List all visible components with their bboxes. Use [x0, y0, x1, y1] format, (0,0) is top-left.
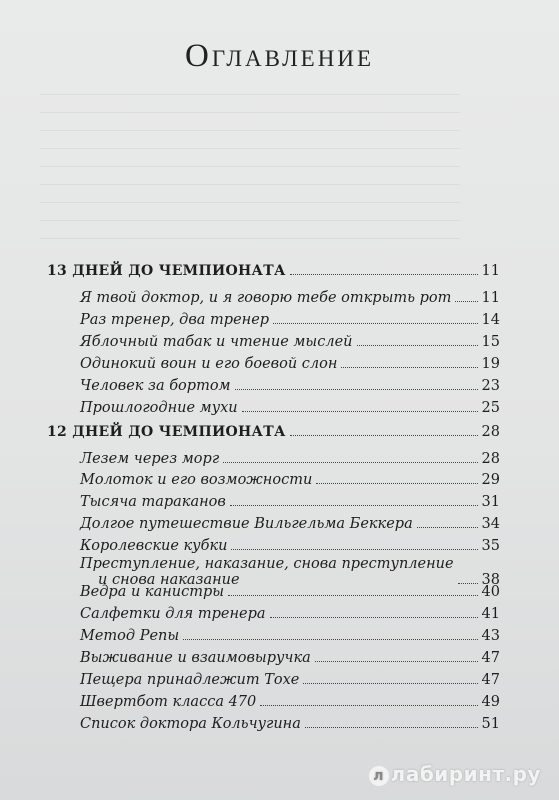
dot-leader — [228, 594, 477, 596]
dot-leader — [290, 273, 478, 275]
entry-title: Пещера принадлежит Тохе — [80, 672, 300, 688]
labirint-logo-icon: л — [369, 766, 389, 786]
entry-title: Швертбот класса 470 — [80, 694, 257, 710]
toc-entry — [80, 690, 500, 710]
page-number: 31 — [481, 494, 500, 510]
entry-title: Молоток и его возможности — [80, 472, 313, 488]
page-number: 47 — [481, 672, 500, 688]
page-number: 11 — [481, 290, 500, 306]
toc-entry — [80, 646, 500, 666]
dot-leader — [341, 366, 477, 368]
page-number: 40 — [481, 584, 500, 600]
entry-title-line1: Преступление, наказание, снова преступление — [80, 556, 454, 572]
dot-leader — [183, 638, 477, 640]
dot-leader — [290, 434, 478, 436]
entry-title: Яблочный табак и чтение мыслей — [80, 334, 353, 350]
toc-entry — [80, 330, 500, 350]
dot-leader — [230, 504, 478, 506]
page-number: 15 — [481, 334, 500, 350]
entry-title: Человек за бортом — [80, 378, 231, 394]
page-number: 11 — [481, 263, 500, 279]
page-number: 25 — [481, 400, 500, 416]
dot-leader — [242, 410, 478, 412]
page-number: 43 — [481, 628, 500, 644]
entry-title: Салфетки для тренера — [80, 606, 266, 622]
entry-title: Я твой доктор, и я говорю тебе открыть рот — [80, 290, 452, 306]
entry-title: Тысяча тараканов — [80, 494, 226, 510]
dot-leader — [305, 726, 478, 728]
toc-entry — [80, 374, 500, 394]
entry-title: Метод Репы — [80, 628, 180, 644]
toc-entry — [80, 602, 500, 622]
page-number: 35 — [481, 538, 500, 554]
toc-entry — [80, 352, 500, 372]
page-number: 51 — [481, 716, 500, 732]
page-number: 29 — [481, 472, 500, 488]
dot-leader — [260, 704, 477, 706]
page-number: 49 — [481, 694, 500, 710]
page-number: 23 — [481, 378, 500, 394]
entry-title: Королевские кубки — [80, 538, 228, 554]
page-title: Оглавление — [185, 38, 374, 74]
toc-entry — [80, 308, 500, 328]
watermark — [369, 762, 541, 786]
toc-entry — [80, 447, 500, 467]
toc-entry — [80, 624, 500, 644]
entry-title: Список доктора Кольчугина — [80, 716, 301, 732]
page-number: 14 — [481, 312, 500, 328]
toc-entry — [80, 396, 500, 416]
entry-title: Одинокий воин и его боевой слон — [80, 356, 338, 372]
dot-leader — [417, 526, 478, 528]
dot-leader — [273, 322, 477, 324]
entry-title: Лезем через морг — [80, 451, 220, 467]
toc-entry — [80, 490, 500, 510]
entry-title: Прошлогодние мухи — [80, 400, 238, 416]
entry-title: Ведра и канистры — [80, 584, 225, 600]
dot-leader — [357, 344, 478, 346]
toc-entry — [80, 468, 500, 488]
toc-entry — [80, 668, 500, 688]
entry-title: Выживание и взаимовыручка — [80, 650, 311, 666]
toc-entry — [80, 712, 500, 732]
section-title: 12 ДНЕЙ ДО ЧЕМПИОНАТА — [47, 424, 286, 440]
bleed-through-text — [40, 80, 460, 240]
dot-leader — [223, 461, 477, 463]
dot-leader — [315, 660, 478, 662]
dot-leader — [316, 482, 477, 484]
toc-section — [47, 259, 500, 279]
page-number: 34 — [481, 516, 500, 532]
toc-entry — [80, 286, 500, 306]
page-number: 28 — [481, 424, 500, 440]
dot-leader — [270, 616, 478, 618]
dot-leader — [303, 682, 477, 684]
page-number: 41 — [481, 606, 500, 622]
dot-leader — [455, 300, 477, 302]
page-number: 38 — [481, 572, 500, 588]
entry-title: Долгое путешествие Вильгельма Беккера — [80, 516, 413, 532]
dot-leader — [235, 388, 478, 390]
entry-title: Раз тренер, два тренер — [80, 312, 270, 328]
toc-entry — [80, 512, 500, 532]
section-title: 13 ДНЕЙ ДО ЧЕМПИОНАТА — [47, 263, 286, 279]
toc-section — [47, 420, 500, 440]
page-number: 28 — [481, 451, 500, 467]
page-number: 19 — [481, 356, 500, 372]
page-number: 47 — [481, 650, 500, 666]
entry-title-line2: и снова наказание — [98, 572, 240, 588]
toc-entry — [80, 580, 500, 600]
watermark-text: лабиринт.ру — [390, 762, 541, 786]
